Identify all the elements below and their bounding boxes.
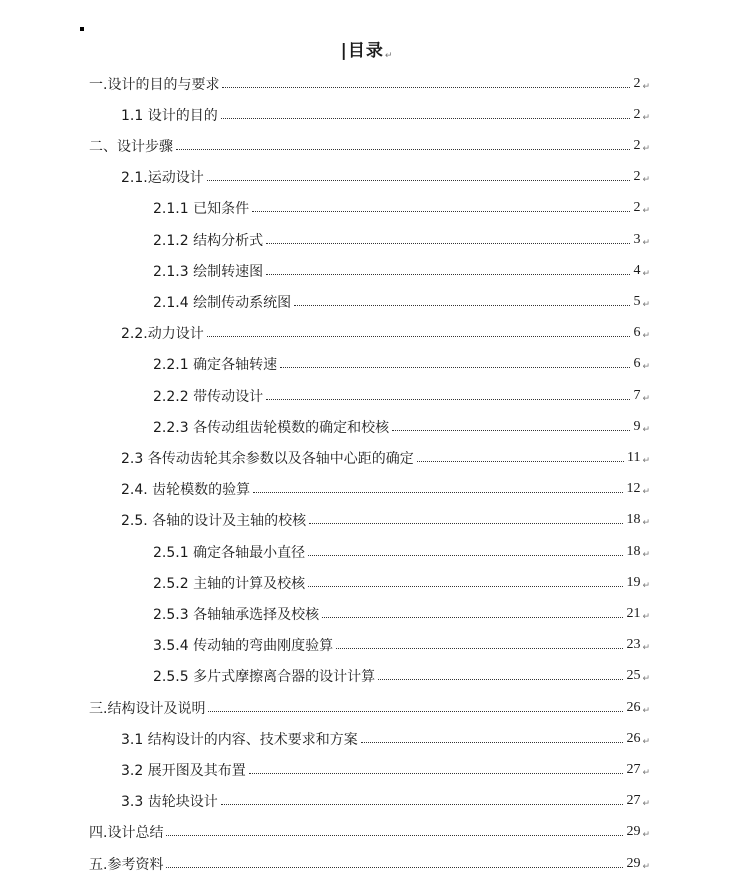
toc-entry-page xyxy=(626,856,650,872)
dot-leader xyxy=(252,210,630,212)
dot-leader xyxy=(166,866,623,868)
toc-entry[interactable] xyxy=(153,349,650,380)
paragraph-mark-icon: ↵ xyxy=(642,175,650,186)
toc-entry[interactable] xyxy=(89,68,650,99)
dot-leader xyxy=(336,647,623,649)
toc-entry-label: 2.2.1 确定各轴转速 xyxy=(153,357,278,374)
toc-title-text: |目录 xyxy=(340,41,384,61)
toc-entry[interactable] xyxy=(153,661,650,692)
toc-entry[interactable] xyxy=(121,754,650,785)
toc-entry-label: 2.3 各传动齿轮其余参数以及各轴中心距的确定 xyxy=(121,450,414,467)
page-number: 21 xyxy=(626,605,641,621)
toc-entry-page xyxy=(626,637,650,653)
toc-entry[interactable] xyxy=(153,224,650,255)
page-number: 2 xyxy=(633,200,641,216)
paragraph-mark-icon: ↵ xyxy=(642,268,650,279)
dot-leader xyxy=(392,429,630,431)
dot-leader xyxy=(207,335,631,337)
dot-leader xyxy=(249,772,624,774)
toc-entry[interactable] xyxy=(89,817,650,848)
toc-entry[interactable] xyxy=(153,286,650,317)
toc-entry-page xyxy=(626,668,650,684)
paragraph-mark-icon: ↵ xyxy=(642,299,650,310)
toc-entry-label: 3.2 展开图及其布置 xyxy=(121,762,246,779)
toc-entry-label: 2.4. 齿轮模数的验算 xyxy=(121,482,251,499)
toc-entry-label: 2.5. 各轴的设计及主轴的校核 xyxy=(121,513,307,530)
toc-entry-page xyxy=(626,544,650,560)
paragraph-mark-icon: ↵ xyxy=(642,487,650,498)
dot-leader xyxy=(221,803,624,805)
toc-entry[interactable] xyxy=(89,848,650,879)
toc-entry-label: 2.1.2 结构分析式 xyxy=(153,232,264,249)
paragraph-mark-icon: ↵ xyxy=(642,611,650,622)
dot-leader xyxy=(266,398,630,400)
formatting-mark xyxy=(80,27,84,31)
toc-entry-page xyxy=(626,606,650,622)
toc-entry[interactable] xyxy=(89,130,650,161)
toc-entry-page xyxy=(633,388,650,404)
page-number: 3 xyxy=(633,231,641,247)
toc-entry-label: 四.设计总结 xyxy=(89,825,164,842)
toc-entry-label: 三.结构设计及说明 xyxy=(89,700,206,717)
page-number: 2 xyxy=(633,137,641,153)
paragraph-mark-icon: ↵ xyxy=(642,580,650,591)
paragraph-mark-icon: ↵ xyxy=(642,767,650,778)
toc-entry-label: 2.2.动力设计 xyxy=(121,326,204,343)
page-number: 2 xyxy=(633,169,641,185)
page-number: 19 xyxy=(626,574,641,590)
toc-entry-label: 2.1.3 绘制转速图 xyxy=(153,263,264,280)
page-number: 7 xyxy=(633,387,641,403)
toc-entry-label: 3.3 齿轮块设计 xyxy=(121,794,218,811)
toc-entry-label: 2.5.3 各轴轴承选择及校核 xyxy=(153,606,320,623)
toc-entry[interactable] xyxy=(121,505,650,536)
paragraph-mark-icon: ↵ xyxy=(642,830,650,841)
toc-entry-label: 2.1.运动设计 xyxy=(121,170,204,187)
dot-leader xyxy=(280,366,630,368)
dot-leader xyxy=(308,585,623,587)
dot-leader xyxy=(309,522,623,524)
dot-leader xyxy=(253,491,623,493)
toc-entry-page xyxy=(633,294,650,310)
toc-entry-page xyxy=(626,700,650,716)
dot-leader xyxy=(166,834,623,836)
page-number: 18 xyxy=(626,543,641,559)
toc-entry-label: 3.5.4 传动轴的弯曲刚度验算 xyxy=(153,638,334,655)
page-number: 23 xyxy=(626,637,641,653)
page-number: 2 xyxy=(633,75,641,91)
page-number: 27 xyxy=(626,761,641,777)
toc-entry-label: 2.5.2 主轴的计算及校核 xyxy=(153,575,306,592)
toc-entry-label: 2.2.3 各传动组齿轮模数的确定和校核 xyxy=(153,419,390,436)
toc-entry[interactable] xyxy=(153,380,650,411)
toc-entry[interactable] xyxy=(121,318,650,349)
toc-entry[interactable] xyxy=(153,255,650,286)
page-number: 6 xyxy=(633,356,641,372)
dot-leader xyxy=(294,304,630,306)
paragraph-mark-icon: ↵ xyxy=(642,424,650,435)
toc-entry-page xyxy=(633,325,650,341)
dot-leader xyxy=(207,179,631,181)
toc-entry[interactable] xyxy=(121,723,650,754)
toc-entry-label: 1.1 设计的目的 xyxy=(121,107,218,124)
toc-entry[interactable] xyxy=(89,692,650,723)
page-number: 11 xyxy=(626,449,641,465)
toc-entry[interactable] xyxy=(121,474,650,505)
dot-leader xyxy=(266,242,630,244)
toc-entry-page xyxy=(633,419,650,435)
toc-entry-page xyxy=(626,481,650,497)
page-number: 18 xyxy=(626,512,641,528)
toc-entry-page xyxy=(626,575,650,591)
dot-leader xyxy=(322,616,623,618)
paragraph-mark-icon: ↵ xyxy=(642,799,650,810)
toc-entry-label: 2.2.2 带传动设计 xyxy=(153,388,264,405)
page-number: 27 xyxy=(626,793,641,809)
toc-entry-page xyxy=(626,793,650,809)
paragraph-mark-icon: ↵ xyxy=(642,518,650,529)
toc-entry-page xyxy=(626,731,650,747)
toc-entry-label: 2.1.1 已知条件 xyxy=(153,201,250,218)
toc-entry-page xyxy=(633,107,650,123)
toc-entry[interactable] xyxy=(121,99,650,130)
toc-entry-label: 一.设计的目的与要求 xyxy=(89,76,220,93)
page-number: 29 xyxy=(626,824,641,840)
paragraph-mark-icon: ↵ xyxy=(642,143,650,154)
page-number: 26 xyxy=(626,730,641,746)
paragraph-mark-icon: ↵ xyxy=(642,736,650,747)
page-number: 25 xyxy=(626,668,641,684)
toc-entry-page xyxy=(633,263,650,279)
paragraph-mark-icon: ↵ xyxy=(642,237,650,248)
toc-entry[interactable] xyxy=(153,193,650,224)
page-number: 26 xyxy=(626,699,641,715)
dot-leader xyxy=(361,741,624,743)
dot-leader xyxy=(308,554,623,556)
toc-entry-page xyxy=(627,450,650,466)
toc-entry[interactable] xyxy=(121,442,650,473)
toc-entry[interactable] xyxy=(153,567,650,598)
paragraph-mark-icon: ↵ xyxy=(642,81,650,92)
toc-entry-label: 二、设计步骤 xyxy=(89,138,173,155)
toc-entry-page xyxy=(626,762,650,778)
toc-entry-page xyxy=(633,76,650,92)
toc-entry[interactable] xyxy=(121,162,650,193)
paragraph-mark-icon: ↵ xyxy=(384,51,394,61)
dot-leader xyxy=(221,117,631,119)
toc-entry-label: 2.1.4 绘制传动系统图 xyxy=(153,294,292,311)
toc-entry-page xyxy=(633,138,650,154)
page-number: 29 xyxy=(626,855,641,871)
toc-entry-label: 3.1 结构设计的内容、技术要求和方案 xyxy=(121,731,358,748)
dot-leader xyxy=(208,710,623,712)
paragraph-mark-icon: ↵ xyxy=(642,643,650,654)
paragraph-mark-icon: ↵ xyxy=(642,331,650,342)
toc-entry-label: 2.5.1 确定各轴最小直径 xyxy=(153,544,306,561)
paragraph-mark-icon: ↵ xyxy=(642,206,650,217)
toc-entry-page xyxy=(626,824,650,840)
paragraph-mark-icon: ↵ xyxy=(642,861,650,872)
page-number: 6 xyxy=(633,325,641,341)
toc-entry[interactable] xyxy=(153,598,650,629)
toc-entry-page xyxy=(633,169,650,185)
dot-leader xyxy=(378,678,623,680)
dot-leader xyxy=(222,86,630,88)
toc-title xyxy=(0,36,734,61)
toc-entry-page xyxy=(633,356,650,372)
toc-entry-label: 五.参考资料 xyxy=(89,856,164,873)
page-number: 2 xyxy=(633,106,641,122)
toc-entry-page xyxy=(633,200,650,216)
paragraph-mark-icon: ↵ xyxy=(642,362,650,373)
toc-entry-page xyxy=(626,512,650,528)
toc-entry[interactable] xyxy=(153,536,650,567)
dot-leader xyxy=(417,460,624,462)
page-number: 5 xyxy=(633,293,641,309)
paragraph-mark-icon: ↵ xyxy=(642,705,650,716)
page-number: 12 xyxy=(626,481,641,497)
paragraph-mark-icon: ↵ xyxy=(642,549,650,560)
toc-entry[interactable] xyxy=(121,786,650,817)
page-number: 9 xyxy=(633,418,641,434)
toc-entry-page xyxy=(633,232,650,248)
toc-entry-label: 2.5.5 多片式摩擦离合器的设计计算 xyxy=(153,669,376,686)
paragraph-mark-icon: ↵ xyxy=(642,112,650,123)
paragraph-mark-icon: ↵ xyxy=(642,393,650,404)
dot-leader xyxy=(266,273,630,275)
toc-entry[interactable] xyxy=(153,630,650,661)
toc-entry[interactable] xyxy=(153,411,650,442)
paragraph-mark-icon: ↵ xyxy=(642,455,650,466)
paragraph-mark-icon: ↵ xyxy=(642,674,650,685)
page-number: 4 xyxy=(633,262,641,278)
dot-leader xyxy=(176,148,630,150)
